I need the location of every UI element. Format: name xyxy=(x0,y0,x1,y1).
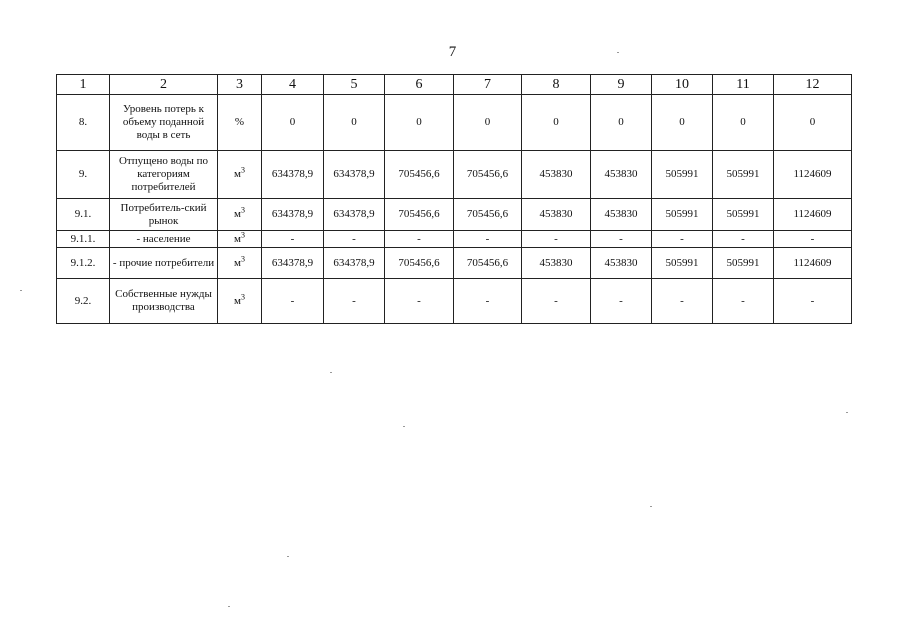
column-header: 10 xyxy=(652,75,713,95)
table-cell: - xyxy=(591,279,652,324)
scan-speck xyxy=(228,606,230,607)
row-unit xyxy=(218,248,262,279)
unit-text: м xyxy=(234,256,241,269)
row-code: 9.1.1. xyxy=(57,231,110,248)
table-cell: - xyxy=(522,279,591,324)
table-cell: 705456,6 xyxy=(454,151,522,199)
unit-text: м xyxy=(234,168,241,180)
table-cell: - xyxy=(652,231,713,248)
table-cell: 705456,6 xyxy=(385,248,454,279)
table-cell: 0 xyxy=(324,95,385,151)
row-unit xyxy=(218,231,262,248)
row-name: - население xyxy=(110,231,218,248)
unit-text: % xyxy=(234,116,245,128)
table-row xyxy=(57,248,852,279)
table-cell: - xyxy=(324,231,385,248)
table-row xyxy=(57,279,852,324)
table-cell: 705456,6 xyxy=(454,248,522,279)
row-code: 9. xyxy=(57,151,110,199)
scan-speck xyxy=(287,556,289,557)
page-number: 7 xyxy=(448,44,457,60)
table-cell: 634378,9 xyxy=(262,151,324,199)
table-cell: 453830 xyxy=(591,151,652,199)
unit-superscript: 3 xyxy=(240,253,245,263)
column-header: 1 xyxy=(57,75,110,95)
table-cell: - xyxy=(385,279,454,324)
table-header-row xyxy=(57,75,852,95)
column-header: 12 xyxy=(774,75,852,95)
unit-text: м xyxy=(234,294,241,307)
row-name: Уровень потерь к объему поданной воды в сеть xyxy=(110,95,218,151)
scan-speck xyxy=(403,426,405,427)
table-cell: 453830 xyxy=(591,248,652,279)
column-header: 7 xyxy=(454,75,522,95)
table-cell: 0 xyxy=(522,95,591,151)
unit-text: м xyxy=(234,208,241,220)
table-cell: 634378,9 xyxy=(324,199,385,231)
table-cell: 0 xyxy=(454,95,522,151)
table-cell: - xyxy=(262,231,324,248)
table-cell: 453830 xyxy=(522,248,591,279)
column-header: 9 xyxy=(591,75,652,95)
row-code: 9.2. xyxy=(57,279,110,324)
column-header: 8 xyxy=(522,75,591,95)
table-cell: 0 xyxy=(652,95,713,151)
table-cell: 0 xyxy=(262,95,324,151)
table-cell: - xyxy=(522,231,591,248)
row-code: 9.1. xyxy=(57,199,110,231)
row-name: - прочие потребители xyxy=(110,248,218,279)
unit-superscript: 3 xyxy=(240,165,245,175)
row-unit xyxy=(218,199,262,231)
table-cell: - xyxy=(774,279,852,324)
table-cell: 0 xyxy=(774,95,852,151)
table-cell: 453830 xyxy=(591,199,652,231)
row-code: 9.1.2. xyxy=(57,248,110,279)
table-cell: - xyxy=(774,231,852,248)
table-cell: 705456,6 xyxy=(385,151,454,199)
table-cell: - xyxy=(454,231,522,248)
row-unit xyxy=(218,95,262,151)
table-row xyxy=(57,95,852,151)
unit-superscript: 3 xyxy=(240,291,245,301)
unit-superscript: 3 xyxy=(240,205,245,215)
scan-speck xyxy=(20,290,22,291)
scan-speck xyxy=(617,52,619,53)
column-header: 6 xyxy=(385,75,454,95)
table-cell: - xyxy=(262,279,324,324)
data-table xyxy=(56,74,852,324)
table-cell: 634378,9 xyxy=(262,248,324,279)
table-cell: 0 xyxy=(591,95,652,151)
table-cell: - xyxy=(385,231,454,248)
table-cell: 505991 xyxy=(713,151,774,199)
table-cell: 0 xyxy=(385,95,454,151)
table-cell: 453830 xyxy=(522,199,591,231)
table-row xyxy=(57,199,852,231)
table-cell: 705456,6 xyxy=(385,199,454,231)
column-header: 5 xyxy=(324,75,385,95)
table-cell: 0 xyxy=(713,95,774,151)
table-cell: - xyxy=(652,279,713,324)
table-cell: - xyxy=(324,279,385,324)
table-cell: - xyxy=(713,279,774,324)
table-cell: 505991 xyxy=(652,151,713,199)
scan-speck xyxy=(330,372,332,373)
table-cell: 505991 xyxy=(652,248,713,279)
table-cell: 505991 xyxy=(713,199,774,231)
scan-speck xyxy=(650,506,652,507)
column-header: 3 xyxy=(218,75,262,95)
column-header: 4 xyxy=(262,75,324,95)
row-unit xyxy=(218,279,262,324)
table-cell: 1124609 xyxy=(774,248,852,279)
table-row xyxy=(57,231,852,248)
column-header: 11 xyxy=(713,75,774,95)
table-row xyxy=(57,151,852,199)
unit-text: м xyxy=(234,232,241,245)
table-cell: 1124609 xyxy=(774,199,852,231)
table-cell: 453830 xyxy=(522,151,591,199)
row-code: 8. xyxy=(57,95,110,151)
table-cell: - xyxy=(713,231,774,248)
column-header: 2 xyxy=(110,75,218,95)
table-cell: 634378,9 xyxy=(324,248,385,279)
table-cell: 505991 xyxy=(713,248,774,279)
row-name: Собственные нужды производства xyxy=(110,279,218,324)
unit-superscript: 3 xyxy=(240,229,245,239)
table-cell: 505991 xyxy=(652,199,713,231)
row-name: Потребитель-ский рынок xyxy=(110,199,218,231)
table-cell: - xyxy=(454,279,522,324)
table-cell: 634378,9 xyxy=(324,151,385,199)
row-name: Отпущено воды по категориям потребителей xyxy=(110,151,218,199)
scan-speck xyxy=(846,412,848,413)
table-cell: 634378,9 xyxy=(262,199,324,231)
table-cell: - xyxy=(591,231,652,248)
table-cell: 705456,6 xyxy=(454,199,522,231)
row-unit xyxy=(218,151,262,199)
table-cell: 1124609 xyxy=(774,151,852,199)
